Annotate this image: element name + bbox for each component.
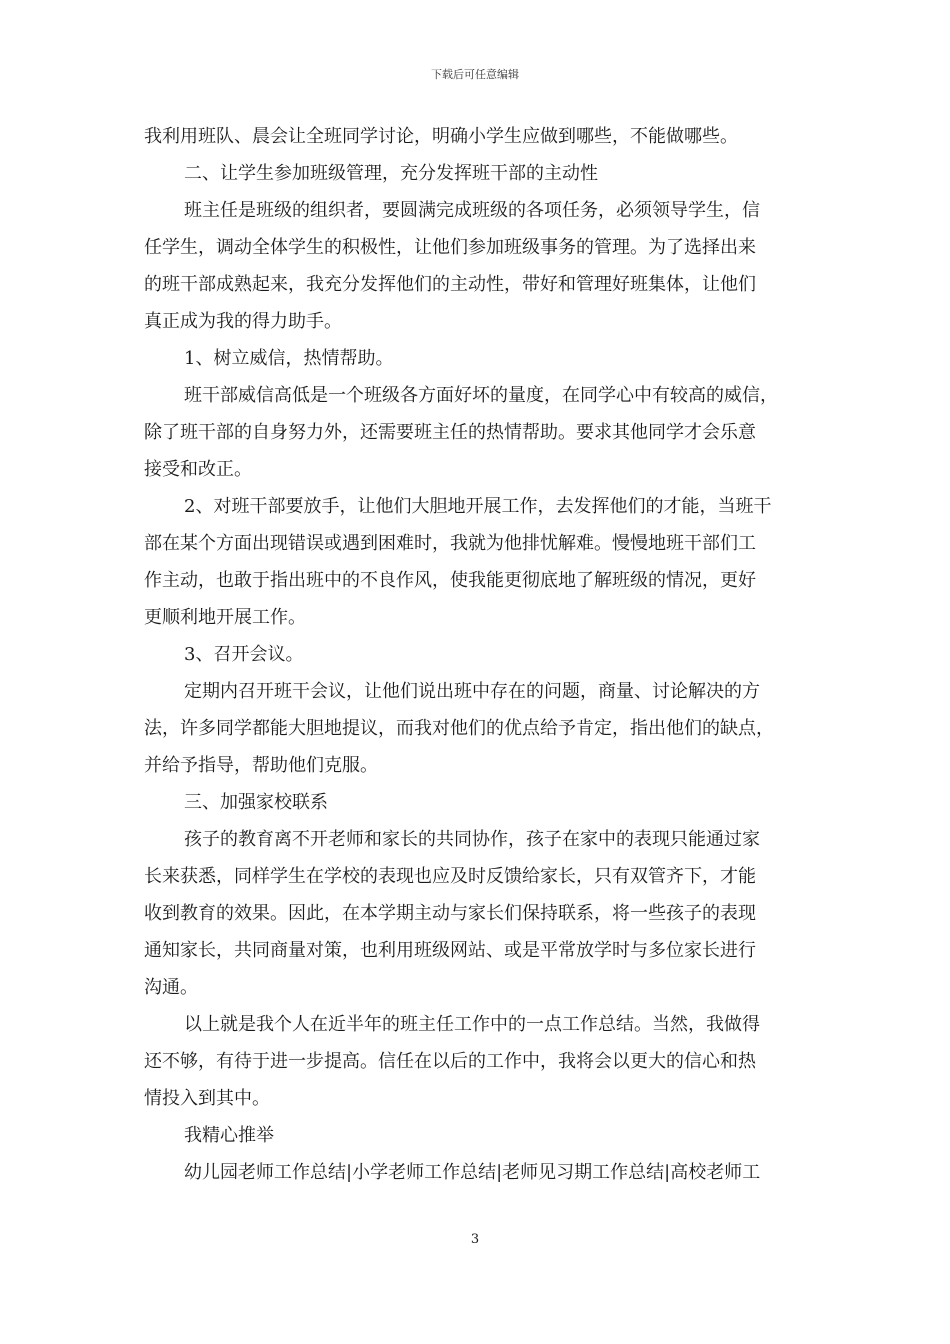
body-line: 更顺利地开展工作。 [144, 607, 306, 628]
body-line: 通知家长，共同商量对策，也利用班级网站、或是平常放学时与多位家长进行 [144, 940, 756, 961]
body-line: 的班干部成熟起来，我充分发挥他们的主动性，带好和管理好班集体，让他们 [144, 274, 756, 295]
subsection-heading: 3、召开会议。 [184, 644, 304, 665]
body-line: 接受和改正。 [144, 459, 252, 480]
body-line: 部在某个方面出现错误或遇到困难时，我就为他排忧解难。慢慢地班干部们工 [144, 533, 756, 554]
page-header: 下载后可任意编辑 [431, 68, 519, 81]
body-line: 长来获悉，同样学生在学校的表现也应及时反馈给家长，只有双管齐下，才能 [144, 866, 756, 887]
document-body [144, 118, 810, 1191]
body-line: 作主动，也敢于指出班中的不良作风，使我能更彻底地了解班级的情况，更好 [144, 570, 756, 591]
body-line: 孩子的教育离不开老师和家长的共同协作，孩子在家中的表现只能通过家 [184, 829, 760, 850]
body-line: 任学生，调动全体学生的积极性，让他们参加班级事务的管理。为了选择出来 [144, 237, 756, 258]
subsection-heading: 1、树立威信，热情帮助。 [184, 348, 394, 369]
body-line: 班主任是班级的组织者，要圆满完成班级的各项任务，必须领导学生，信 [184, 200, 760, 221]
body-line: 沟通。 [144, 977, 198, 998]
body-line: 我利用班队、晨会让全班同学讨论，明确小学生应做到哪些，不能做哪些。 [144, 126, 738, 147]
body-line: 法，许多同学都能大胆地提议，而我对他们的优点给予肯定，指出他们的缺点， [144, 718, 774, 739]
recommendation-links: 幼儿园老师工作总结|小学老师工作总结|老师见习期工作总结|高校老师工 [184, 1162, 761, 1183]
body-line: 以上就是我个人在近半年的班主任工作中的一点工作总结。当然，我做得 [184, 1014, 760, 1035]
body-line: 还不够，有待于进一步提高。信任在以后的工作中，我将会以更大的信心和热 [144, 1051, 756, 1072]
section-heading: 二、让学生参加班级管理，充分发挥班干部的主动性 [184, 163, 598, 184]
body-line: 并给予指导，帮助他们克服。 [144, 755, 378, 776]
body-line: 2、对班干部要放手，让他们大胆地开展工作，去发挥他们的才能，当班干 [184, 496, 772, 517]
body-line: 真正成为我的得力助手。 [144, 311, 342, 332]
body-line: 收到教育的效果。因此，在本学期主动与家长们保持联系，将一些孩子的表现 [144, 903, 756, 924]
recommendation-heading: 我精心推举 [184, 1125, 274, 1146]
body-line: 定期内召开班干会议，让他们说出班中存在的问题，商量、讨论解决的方 [184, 681, 760, 702]
body-line: 情投入到其中。 [144, 1088, 270, 1109]
body-line: 除了班干部的自身努力外，还需要班主任的热情帮助。要求其他同学才会乐意 [144, 422, 756, 443]
body-line: 班干部威信高低是一个班级各方面好坏的量度，在同学心中有较高的威信， [184, 385, 778, 406]
page-number: 3 [470, 1232, 480, 1247]
section-heading: 三、加强家校联系 [184, 792, 328, 813]
